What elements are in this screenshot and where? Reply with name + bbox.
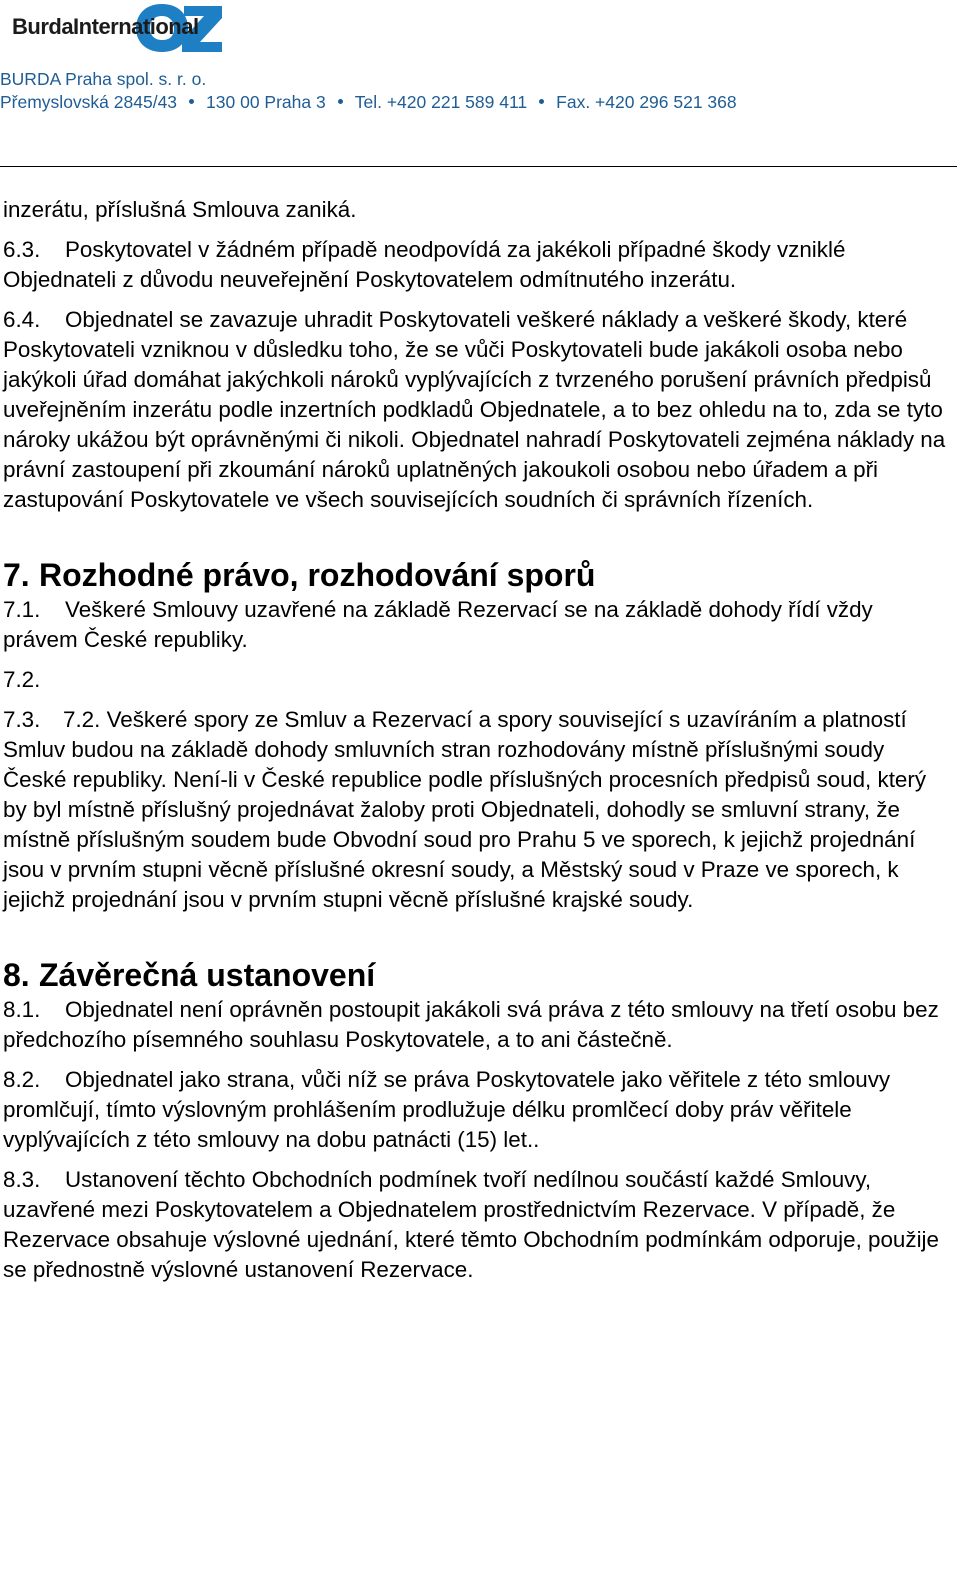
clause-7-2 [3, 665, 948, 695]
section-number: 7. [3, 557, 30, 593]
clause-6-3 [3, 235, 948, 295]
clause-8-1 [3, 995, 948, 1055]
clause-number: 6.4. [3, 307, 41, 332]
bullet-icon [338, 99, 343, 104]
company-address: Přemyslovská 2845/43 [0, 92, 178, 112]
section-heading-7 [3, 555, 948, 595]
paragraph-continuation: inzerátu, příslušná Smlouva zaniká. [3, 197, 357, 222]
clause-number: 8.2. [3, 1067, 41, 1092]
clause-number: 7.3. [3, 707, 41, 732]
burda-international-logo [12, 0, 216, 58]
clause-text: 7.2. Veškeré spory ze Smluv a Rezervací a spory související s uzavíráním a platností Smluv budou na základě dohody smluvních stran rozhodovány místně příslušnými soudy České republiky. Není-li v České republice podle příslušných procesních předpisů soud, který by byl místně příslušný projednávat žaloby proti Objednateli, dohodly se smluvní strany, že místně příslušným soudem bude Obvodní soud pro Prahu 5 ve sporech, k jejichž projednání jsou v prvním stupni věcně příslušné okresní soudy, a Městský soud v Praze ve sporech, k jejichž projednání jsou v prvním stupni věcně příslušné krajské soudy. [3, 707, 927, 912]
company-info [0, 68, 737, 112]
clause-7-1 [3, 595, 948, 655]
letterhead [0, 0, 960, 175]
clause-text: Poskytovatel v žádném případě neodpovídá za jakékoli případné škody vzniklé Objednateli z důvodu neuveřejnění Poskytovatelem odmítnutého inzerátu. [3, 237, 846, 292]
clause-number: 8.1. [3, 997, 41, 1022]
bullet-icon [539, 99, 544, 104]
clause-text: Objednatel jako strana, vůči níž se práva Poskytovatele jako věřitele z této smlouvy promlčují, tímto výslovným prohlášením prodlužuje délku promlčecí doby práv věřitele vyplývajících z této smlouvy na dobu patnácti (15) let.. [3, 1067, 891, 1152]
section-title: Rozhodné právo, rozhodování sporů [39, 557, 596, 593]
company-contact [0, 91, 737, 113]
clause-6-4 [3, 305, 948, 515]
section-number: 8. [3, 957, 30, 993]
clause-text: Ustanovení těchto Obchodních podmínek tvoří nedílnou součástí každé Smlouvy, uzavřené mezi Poskytovatelem a Objednatelem prostřednictvím Rezervace. V případě, že Rezervace obsahuje výslovné ujednání, které těmto Obchodním podmínkám odporuje, použije se přednostně výslovné ustanovení Rezervace. [3, 1167, 939, 1282]
clause-text: Objednatel není oprávněn postoupit jakákoli svá práva z této smlouvy na třetí osobu bez předchozího písemného souhlasu Poskytovatele, a to ani částečně. [3, 997, 939, 1052]
company-phone: Tel. +420 221 589 411 [354, 92, 528, 112]
header-divider [0, 166, 957, 167]
logo-text: BurdaInternational [12, 14, 199, 39]
clause-number: 7.1. [3, 597, 41, 622]
bullet-icon [189, 99, 194, 104]
section-heading-8 [3, 955, 948, 995]
clause-number: 6.3. [3, 237, 41, 262]
clause-8-3 [3, 1165, 948, 1285]
company-city: 130 00 Praha 3 [206, 92, 326, 112]
clause-text: Objednatel se zavazuje uhradit Poskytovateli veškeré náklady a veškeré škody, které Poskytovateli vzniknou v důsledku toho, že se vůči Poskytovateli bude jakákoli osoba nebo jakýkoli úřad domáhat jakýchkoli nároků vyplývajících z tvrzeného porušení právních předpisů uveřejněním inzerátu podle inzertních podkladů Objednatele, a to bez ohledu na to, zda se tyto nároky ukážou být oprávněnými či nikoli. Objednatel nahradí Poskytovateli zejména náklady na právní zastoupení při zkoumání nároků uplatněných jakoukoli osobou nebo úřadem a při zastupování Poskytovatele ve všech souvisejících soudních či správních řízeních. [3, 307, 946, 512]
clause-8-2 [3, 1065, 948, 1155]
company-name: BURDA Praha spol. s. r. o. [0, 69, 207, 89]
clause-number: 7.2. [3, 667, 41, 692]
company-fax: Fax. +420 296 521 368 [556, 92, 737, 112]
clause-7-3 [3, 705, 948, 915]
clause-number: 8.3. [3, 1167, 41, 1192]
document-body [3, 195, 948, 1285]
section-title: Závěrečná ustanovení [39, 957, 376, 993]
clause-text: Veškeré Smlouvy uzavřené na základě Rezervací se na základě dohody řídí vždy právem České republiky. [3, 597, 873, 652]
